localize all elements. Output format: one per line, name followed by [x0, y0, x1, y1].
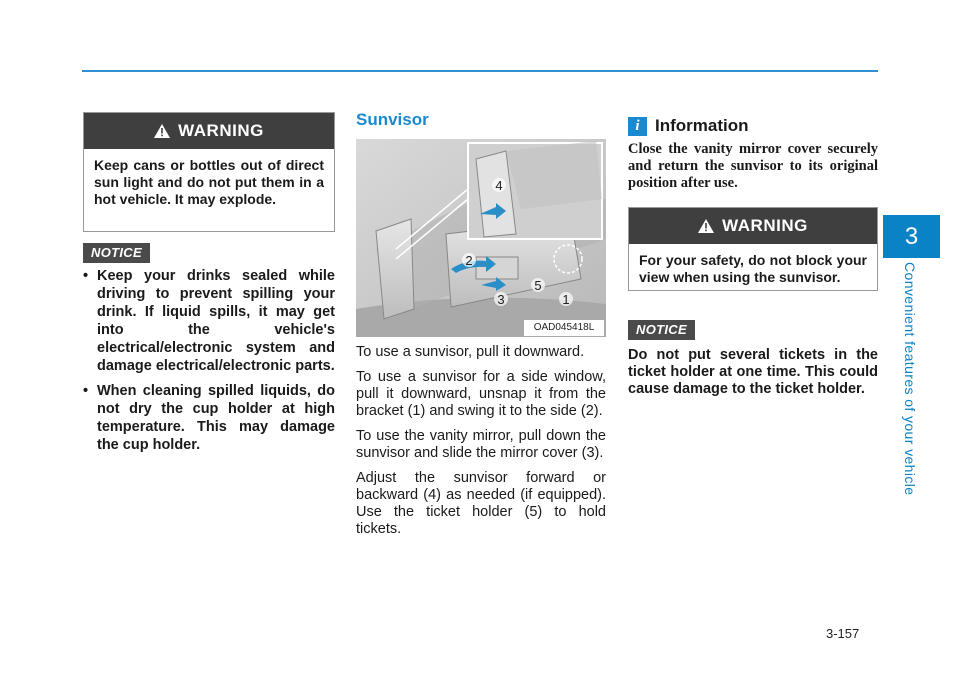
header-rule: [82, 70, 878, 72]
figure-code: OAD045418L: [524, 320, 604, 336]
list-item: • Keep your drinks sealed while driving to prevent spilling your drink. If liquid spills, it may get into the vehicle's electrical/electronic system and damage electrical/electronic parts.: [83, 267, 335, 375]
warning-header: [84, 113, 334, 149]
sunvisor-drawing: [356, 139, 606, 337]
warning-triangle-icon: [698, 219, 714, 233]
warning-box-sunvisor: [628, 207, 878, 291]
warning-text: Keep cans or bottles out of direct sun light and do not put them in a hot vehicle. It may explode.: [94, 157, 324, 207]
warning-label: WARNING: [722, 216, 808, 235]
paragraph: To use the vanity mirror, pull down the sunvisor and slide the mirror cover (3).: [356, 428, 606, 461]
section-title: Sunvisor: [356, 110, 429, 129]
notice-badge: NOTICE: [83, 243, 150, 263]
sunvisor-instructions: [356, 344, 606, 546]
information-header: [628, 116, 749, 136]
information-text: Close the vanity mirror cover securely and return the sunvisor to its original position after use.: [628, 141, 878, 191]
paragraph: To use a sunvisor for a side window, pull it downward, unsnap it from the bracket (1) and swing it to the side (2).: [356, 369, 606, 419]
paragraph: To use a sunvisor, pull it downward.: [356, 344, 585, 360]
callout-1: 1: [562, 292, 570, 307]
callout-5: 5: [534, 278, 542, 293]
warning-box-cans: [83, 112, 335, 232]
warning-triangle-icon: [154, 124, 170, 138]
sunvisor-illustration: [356, 139, 606, 337]
information-title: Information: [655, 116, 749, 135]
page-number: 3-157: [826, 626, 860, 641]
notice-bullet-list: [83, 267, 335, 461]
warning-label: WARNING: [178, 121, 264, 140]
callout-2: 2: [465, 253, 473, 268]
warning-header: [629, 208, 877, 244]
notice-badge: NOTICE: [628, 320, 695, 340]
callout-4: 4: [495, 178, 503, 193]
callout-3: 3: [497, 292, 505, 307]
warning-text: For your safety, do not block your view when using the sunvisor.: [639, 252, 867, 285]
list-item: • When cleaning spilled liquids, do not dry the cup holder at high temperature. This may damage the cup holder.: [83, 382, 335, 454]
paragraph: Adjust the sunvisor forward or backward (4) as needed (if equipped). Use the ticket holder (5) to hold tickets.: [356, 470, 606, 537]
notice-text: Do not put several tickets in the ticket holder at one time. This could cause damage to the ticket holder.: [628, 347, 878, 397]
information-icon: i: [628, 117, 647, 136]
chapter-number: 3: [904, 223, 919, 250]
